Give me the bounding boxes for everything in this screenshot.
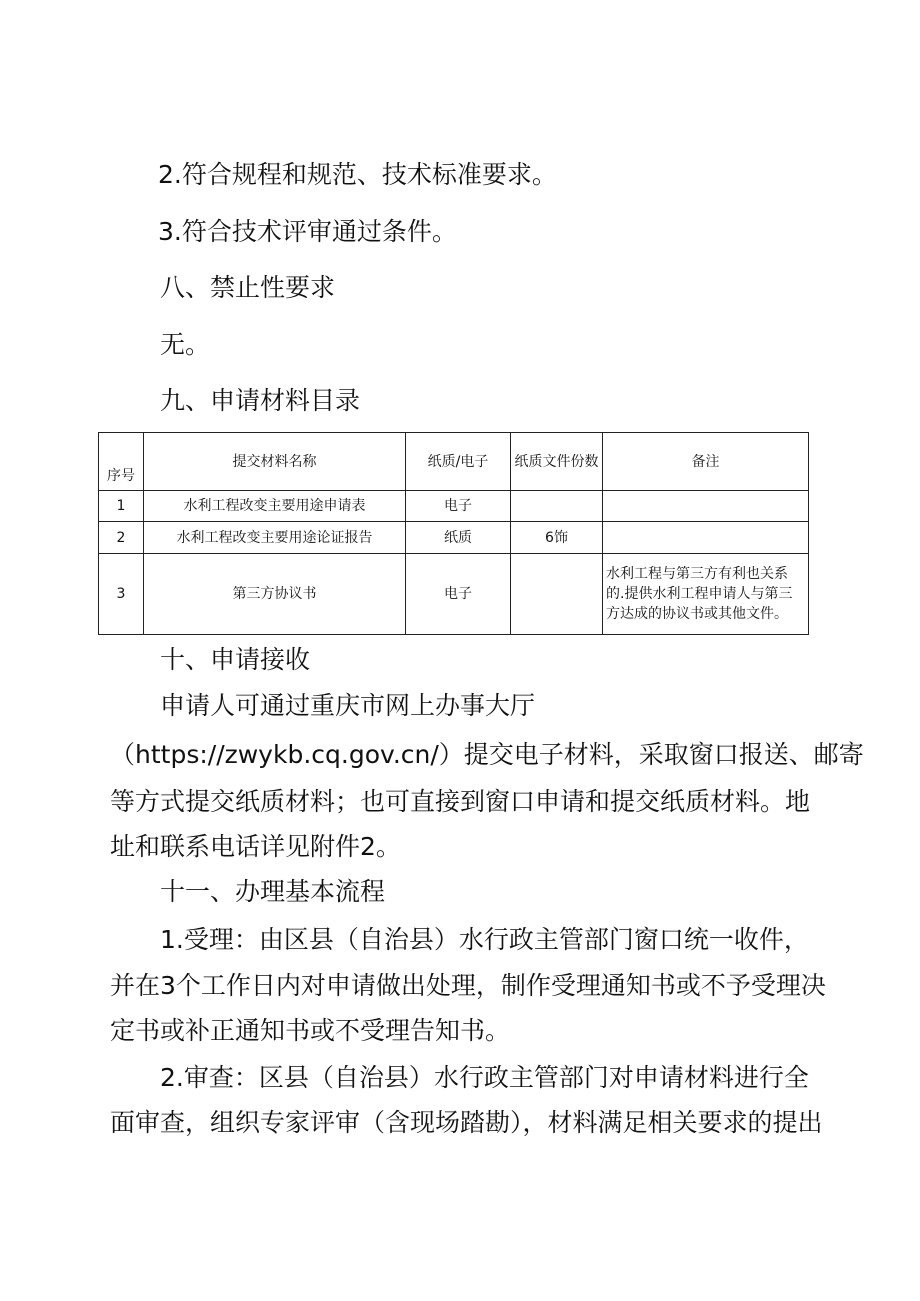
heading-section-11: 十一、办理基本流程 <box>160 877 386 906</box>
cell-material-name: 水利工程改变主要用途论证报告 <box>144 522 406 554</box>
cell-material-name: 第三方协议书 <box>144 554 406 635</box>
cell-paper-electronic: 电子 <box>406 554 511 635</box>
cell-remarks <box>603 522 809 554</box>
paragraph-receive-line-1: 申请人可通过重庆市网上办事大厅 <box>160 691 536 720</box>
heading-section-9: 九、申请材料目录 <box>160 386 361 415</box>
header-seq: 序号 <box>99 433 144 491</box>
heading-section-8: 八、禁止性要求 <box>160 273 336 302</box>
paragraph-receive-line-2: （https://zwykb.cq.gov.cn/）提交电子材料，采取窗口报送、邮寄 <box>110 740 864 769</box>
paragraph-none: 无。 <box>160 330 211 359</box>
cell-paper-electronic: 电子 <box>406 491 511 522</box>
materials-table <box>98 432 808 635</box>
paragraph-receive-line-4: 址和联系电话详见附件2。 <box>110 832 401 861</box>
paragraph-accept-line-2: 并在3个工作日内对申请做出处理，制作受理通知书或不予受理决 <box>110 971 826 1000</box>
cell-remarks <box>603 491 809 522</box>
cell-remarks: 水利工程与第三方有利也关系的.提供水利工程申请人与第三方达成的协议书或其他文件。 <box>603 554 809 635</box>
cell-seq: 1 <box>99 491 144 522</box>
header-remarks: 备注 <box>603 433 809 491</box>
paragraph-review-line-1: 2.审查：区县（自治县）水行政主管部门对申请材料进行全 <box>160 1063 809 1092</box>
paragraph-receive-line-3: 等方式提交纸质材料；也可直接到窗口申请和提交纸质材料。地 <box>110 787 811 816</box>
heading-section-10: 十、申请接收 <box>160 645 311 674</box>
cell-paper-electronic: 纸质 <box>406 522 511 554</box>
paragraph-criteria-2: 2.符合规程和规范、技术标准要求。 <box>158 160 557 189</box>
paragraph-accept-line-1: 1.受理：由区县（自治县）水行政主管部门窗口统一收件， <box>160 925 809 954</box>
cell-paper-copies <box>511 554 603 635</box>
cell-material-name: 水利工程改变主要用途申请表 <box>144 491 406 522</box>
header-paper-electronic: 纸质/电子 <box>406 433 511 491</box>
cell-paper-copies <box>511 491 603 522</box>
paragraph-review-line-2: 面审查，组织专家评审（含现场踏勘），材料满足相关要求的提出 <box>110 1108 823 1137</box>
header-paper-copies: 纸质文件份数 <box>511 433 603 491</box>
table-row <box>99 522 809 554</box>
cell-paper-copies: 6饰 <box>511 522 603 554</box>
paragraph-accept-line-3: 定书或补正通知书或不受理告知书。 <box>110 1016 511 1045</box>
paragraph-criteria-3: 3.符合技术评审通过条件。 <box>158 217 457 246</box>
cell-seq: 2 <box>99 522 144 554</box>
table-row <box>99 554 809 635</box>
table-header-row <box>99 433 809 491</box>
table-row <box>99 491 809 522</box>
header-material-name: 提交材料名称 <box>144 433 406 491</box>
cell-seq: 3 <box>99 554 144 635</box>
